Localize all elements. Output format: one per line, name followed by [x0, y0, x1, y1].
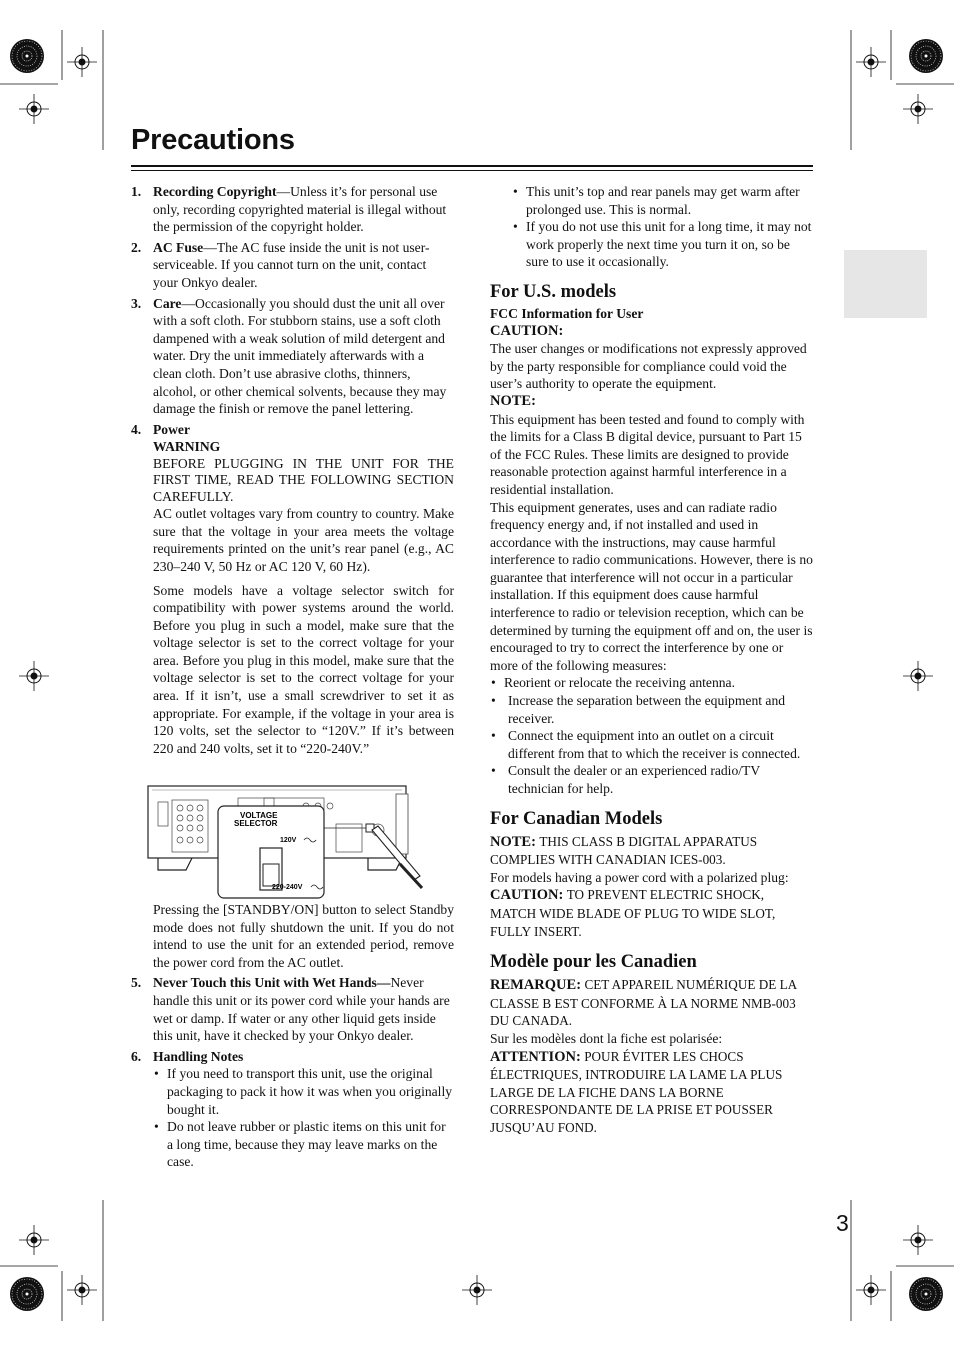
section-heading-canada: For Canadian Models — [490, 808, 663, 829]
list-item-continued: Pressing the [STANDBY/ON] button to select Standby mode does not fully shutdown the unit. If you do not intend to use the unit for an extended period, remove the power cord from the AC outlet. — [153, 902, 454, 970]
bullet-item: • Increase the separation between the equipment and receiver. — [490, 692, 813, 727]
voltage-220-label: 220-240V — [272, 884, 303, 891]
title-rule-thin — [131, 170, 813, 171]
registration-star-icon — [10, 1277, 44, 1311]
crosshair-icon — [19, 94, 49, 124]
voltage-120-label: 120V — [280, 837, 297, 844]
crosshair-icon — [67, 47, 97, 77]
voltage-label-line1: VOLTAGE — [240, 811, 278, 820]
bullet-item: • Consult the dealer or an experienced radio/TV technician for help. — [490, 762, 813, 797]
left-column-top — [131, 183, 454, 760]
list-item: 5. Never Touch this Unit with Wet Hands—Never handle this unit or its power cord while your hands are wet or damp. If water or any other liquid gets inside this unit, have it checked by your Onkyo dealer. — [131, 975, 450, 1044]
bullet-item: • If you do not use this unit for a long time, it may not work properly the next time you turn it on, so be sure to use it occasionally. — [512, 218, 813, 271]
page-title: Precautions — [131, 124, 295, 156]
registration-star-icon — [909, 39, 943, 73]
bullet-item: • This unit’s top and rear panels may get warm after prolonged use. This is normal. — [512, 183, 813, 218]
list-item: 6. Handling Notes • If you need to transport this unit, use the original packaging to pack it how it was when you originally bought it. • Do not leave rubber or plastic items on this unit for a long time, because they may leave marks on the case. — [131, 1048, 454, 1171]
section-tab — [844, 250, 927, 318]
list-item: 1. Recording Copyright—Unless it’s for personal use only, recording copyrighted material is illegal without the permission of the copyright holder. — [131, 184, 447, 235]
crosshair-icon — [903, 1225, 933, 1255]
crosshair-icon — [903, 94, 933, 124]
section-heading-us: For U.S. models — [490, 281, 617, 302]
bullet-item: • Do not leave rubber or plastic items on this unit for a long time, because they may leave marks on the case. — [153, 1118, 454, 1171]
crosshair-icon — [67, 1275, 97, 1305]
crosshair-icon — [856, 1275, 886, 1305]
list-item: 3. Care—Occasionally you should dust the unit all over with a soft cloth. For stubborn stains, use a soft cloth dampened with a weak solution of mild detergent and water. Dry the unit immediately afterwards with a clean cloth. Don’t use abrasive cloths, thinners, alcohol, or other chemical solvents, because they may damage the finish or remove the panel lettering. — [131, 295, 447, 417]
page-number: 3 — [836, 1210, 849, 1236]
bullet-item: • Reorient or relocate the receiving antenna. — [490, 674, 813, 692]
crosshair-icon — [856, 47, 886, 77]
voltage-selector-illustration — [146, 784, 436, 902]
list-item: 4. Power WARNING BEFORE PLUGGING IN THE UNIT FOR THE FIRST TIME, READ THE FOLLOWING SECTION CAREFULLY. AC outlet voltages vary from country to country. Make sure that the voltage in your area meets the voltage requirements printed on the unit’s rear panel (e.g., AC 230–240 V, 50 Hz or AC 120 V, 60 Hz). Some models have a voltage selector switch for compatibility with power systems around the world. Before you plug in such a model, make sure that the voltage selector is set to the correct voltage for your area. Before you plug in this model, make sure that the voltage selector is set to the correct voltage for your area. If it isn’t, use a small screwdriver to set it as appropriate. For example, if the voltage in your area is 120 volts, set the selector to “120V.” If it’s between 220 and 240 volts, set it to “220-240V.” — [131, 421, 454, 756]
bullet-item: • If you need to transport this unit, use the original packaging to pack it how it was when you originally bought it. — [153, 1065, 454, 1118]
right-column: • This unit’s top and rear panels may get warm after prolonged use. This is normal. • If you do not use this unit for a long time, it may not work properly the next time you turn it on, so be sure to use it occasionally. For U.S. models FCC Information for User CAUTION: The user changes or modifications not expressly approved by the party responsible for compliance could void the user’s authority to operate the equipment. NOTE: This equipment has been tested and found to comply with the limits for a Class B digital device, pursuant to Part 15 of the FCC Rules. These limits are designed to provide reasonable protection against harmful interference in a residential installation. This equipment generates, uses and can radiate radio frequency energy and, if not installed and used in accordance with the instructions, may cause harmful interference to radio communications. However, there is no guarantee that interference will not occur in a particular installation. If this equipment does cause harmful interference to radio or television reception, which can be determined by turning the equipment off and on, the user is encouraged to try to correct the interference by one or more of the following measures: • Reorient or relocate the receiving antenna. • Increase the separation between the equipment and receiver. • Connect the equipment into an outlet on a circuit different from that to which the receiver is connected. • Consult the dealer or an experienced radio/TV technician for help. For Canadian Models NOTE: THIS CLASS B DIGITAL APPARATUS COMPLIES WITH CANADIAN ICES-003. For models having a power cord with a polarized plug: CAUTION: TO PREVENT ELECTRIC SHOCK, MATCH WIDE BLADE OF PLUG TO WIDE SLOT, FULLY INSERT. Modèle pour les Canadien REMARQUE: CET APPAREIL NUMÉRIQUE DE LA CLASSE B EST CONFORME À LA NORME NMB-003 DU CANADA. Sur les modèles dont la fiche est polarisée: ATTENTION: POUR ÉVITER LES CHOCS ÉLECTRIQUES, INTRODUIRE LA LAME LA PLUS LARGE DE LA FICHE DANS LA BORNE CORRESPONDANTE DE LA PRISE ET POUSSER JUSQU’AU FOND. — [490, 183, 813, 1137]
left-column-bottom — [131, 901, 454, 1174]
crosshair-icon — [19, 661, 49, 691]
title-rule — [131, 165, 813, 167]
crosshair-icon — [903, 661, 933, 691]
crosshair-icon — [19, 1225, 49, 1255]
section-heading-canada-fr: Modèle pour les Canadien — [490, 952, 697, 973]
bullet-item: • Connect the equipment into an outlet on a circuit different from that to which the receiver is connected. — [490, 727, 813, 762]
voltage-label-line2: SELECTOR — [234, 819, 278, 828]
registration-star-icon — [909, 1277, 943, 1311]
fcc-subheading: FCC Information for User — [490, 305, 644, 321]
registration-star-icon — [10, 39, 44, 73]
list-item: 2. AC Fuse—The AC fuse inside the unit is not user-serviceable. If you cannot turn on the unit, contact your Onkyo dealer. — [131, 239, 430, 290]
crosshair-icon — [462, 1275, 492, 1305]
